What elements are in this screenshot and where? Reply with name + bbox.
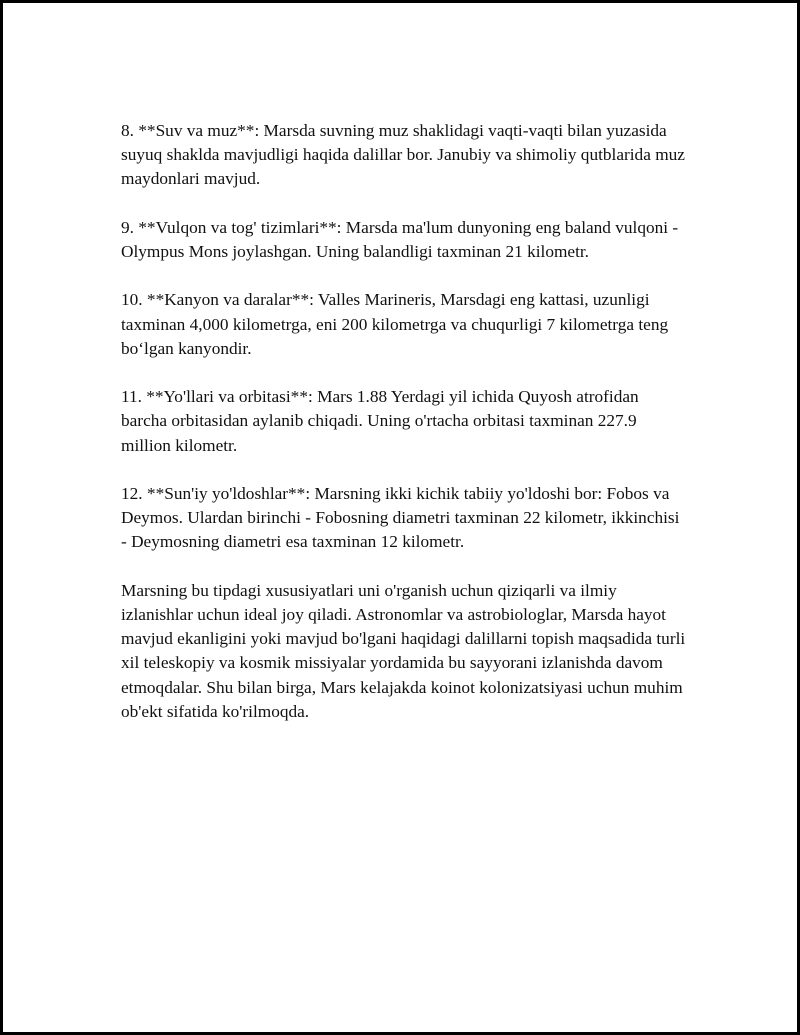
- paragraph-canyons: 10. **Kanyon va daralar**: Valles Marineris, Marsdagi eng kattasi, uzunligi taxminan 4,000 kilometrga, eni 200 kilometrga va chuqurligi 7 kilometrga teng bo‘lgan kanyondir.: [121, 290, 669, 358]
- paragraph-orbit: 11. **Yo'llari va orbitasi**: Mars 1.88 Yerdagi yil ichida Quyosh atrofidan barcha orbitasidan aylanib chiqadi. Uning o'rtacha orbitasi taxminan 227.9 million kilometr.: [121, 387, 639, 455]
- paragraph-conclusion: Marsning bu tipdagi xususiyatlari uni o'rganish uchun qiziqarli va ilmiy izlanishlar uchun ideal joy qiladi. Astronomlar va astrobiologlar, Marsda hayot mavjud ekanligini yoki mavjud bo'lgani haqidagi dalillarni topish maqsadida turli xil teleskopiy va kosmik missiyalar yordamida bu sayyorani izlanishda davom etmoqdalar. Shu bilan birga, Mars kelajakda koinot kolonizatsiyasi uchun muhim ob'ekt sifatida ko'rilmoqda.: [121, 580, 686, 721]
- document-body: [121, 119, 686, 748]
- paragraph-moons: 12. **Sun'iy yo'ldoshlar**: Marsning ikki kichik tabiiy yo'ldoshi bor: Fobos va Deymos. Ulardan birinchi - Fobosning diametri taxminan 22 kilometr, ikkinchisi - Deymosning diametri esa taxminan 12 kilometr.: [121, 483, 680, 552]
- paragraph-volcano-mountains: 9. **Vulqon va tog' tizimlari**: Marsda ma'lum dunyoning eng baland vulqoni - Olympus Mons joylashgan. Uning balandligi taxminan 21 kilometr.: [121, 217, 679, 261]
- paragraph-water-ice: 8. **Suv va muz**: Marsda suvning muz shaklidagi vaqti-vaqti bilan yuzasida suyuq shaklda mavjudligi haqida dalillar bor. Janubiy va shimoliy qutblarida muz maydonlari mavjud.: [121, 121, 685, 189]
